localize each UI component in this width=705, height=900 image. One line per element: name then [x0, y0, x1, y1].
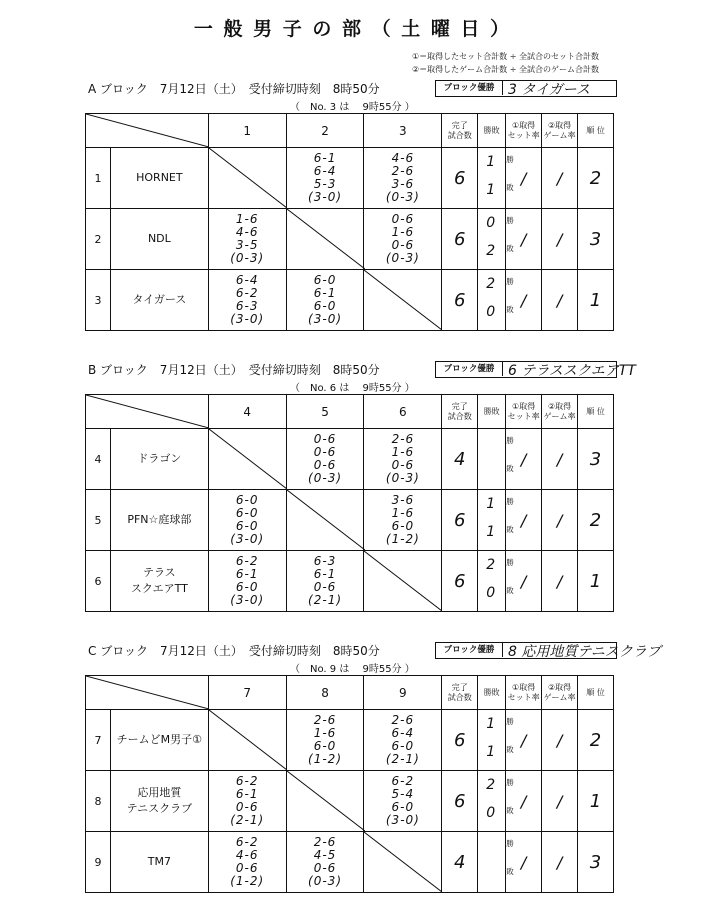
rank: 3 [578, 832, 614, 893]
column-number: 1 [208, 114, 286, 148]
header-played-line2: 試合数 [447, 130, 472, 140]
column-number: 6 [364, 395, 442, 429]
game-rate: / [542, 490, 578, 551]
team-name: TM7 [110, 832, 208, 893]
set-rate: / [506, 209, 542, 270]
header-game-rate [542, 114, 578, 148]
block-winner-value: 8 応用地質テニスクラブ [508, 644, 661, 660]
wins-label: 勝 [506, 216, 514, 225]
win-loss-cell [478, 551, 514, 612]
corner-cell [86, 395, 209, 429]
self-match-cell [208, 148, 286, 209]
wins-label: 勝 [506, 558, 514, 567]
team-name: HORNET [110, 148, 208, 209]
score-text: 6-2 4-6 0-6 (1-2) [230, 835, 265, 888]
header-played [442, 676, 478, 710]
wins-count: 1 [486, 496, 496, 512]
wins-label: 勝 [506, 436, 514, 445]
matches-played: 6 [442, 148, 478, 209]
team-row [86, 551, 614, 612]
score-text: 6-3 6-1 0-6 (2-1) [308, 554, 343, 607]
team-number: 7 [86, 710, 111, 771]
header-played-line2: 試合数 [447, 411, 472, 421]
losses-label: 敗 [506, 867, 514, 876]
column-number: 9 [364, 676, 442, 710]
block-subheading: （ No. 3 は 9時55分 ） [290, 102, 415, 113]
team-row [86, 270, 614, 331]
header-set-rate-line1: ①取得 [512, 682, 536, 692]
wins-label: 勝 [506, 839, 514, 848]
header-game-rate-line1: ②取得 [547, 682, 572, 692]
corner-cell [86, 114, 209, 148]
set-rate: / [506, 771, 542, 832]
block-winner-box [435, 80, 617, 97]
score-cell [208, 209, 286, 270]
team-number: 5 [86, 490, 111, 551]
game-rate: / [542, 771, 578, 832]
set-rate: / [506, 490, 542, 551]
corner-diagonal [86, 395, 209, 428]
game-rate: / [542, 832, 578, 893]
corner-cell [86, 676, 209, 710]
self-match-cell [364, 551, 442, 612]
corner-diagonal [86, 676, 209, 709]
self-match-cell [208, 429, 286, 490]
header-winloss: 勝敗 [478, 395, 506, 429]
score-cell [286, 832, 364, 893]
header-played [442, 395, 478, 429]
self-match-diagonal [209, 148, 287, 208]
win-loss-cell [478, 429, 514, 490]
game-rate: / [542, 209, 578, 270]
table-header-row [86, 395, 614, 429]
score-text: 6-4 6-2 6-3 (3-0) [230, 273, 265, 326]
block-winner-box [435, 642, 661, 660]
header-played-line1: 完了 [451, 401, 468, 411]
score-cell [364, 209, 442, 270]
losses-count: 1 [486, 182, 496, 198]
header-rank: 順 位 [578, 395, 614, 429]
score-text: 0-6 0-6 0-6 (0-3) [308, 432, 343, 485]
block-winner-label: ブロック優勝 [436, 81, 503, 95]
header-set-rate [506, 395, 542, 429]
team-number: 3 [86, 270, 111, 331]
self-match-cell [364, 832, 442, 893]
header-game-rate-line1: ②取得 [547, 401, 572, 411]
matches-played: 6 [442, 771, 478, 832]
wins-count: 2 [486, 276, 496, 292]
losses-count: 0 [486, 585, 496, 601]
rank: 1 [578, 771, 614, 832]
league-table [85, 394, 614, 612]
block-subheading: （ No. 9 は 9時55分 ） [290, 664, 415, 675]
score-text: 3-6 1-6 6-0 (1-2) [385, 493, 420, 546]
block-heading: B ブロック 7月12日（土） 受付締切時刻 8時50分 [88, 363, 380, 377]
team-name: ドラゴン [110, 429, 208, 490]
losses-label: 敗 [506, 586, 514, 595]
team-number: 4 [86, 429, 111, 490]
score-text: 6-1 6-4 5-3 (3-0) [308, 151, 343, 204]
wins-label: 勝 [506, 778, 514, 787]
team-name: テラス スクエアTT [110, 551, 208, 612]
rank: 2 [577, 148, 613, 209]
matches-played: 6 [442, 710, 478, 771]
column-number: 5 [286, 395, 364, 429]
score-text: 1-6 4-6 3-5 (0-3) [230, 212, 265, 265]
block-subheading: （ No. 6 は 9時55分 ） [290, 383, 415, 394]
score-cell [364, 710, 442, 771]
team-number: 9 [86, 832, 111, 893]
header-winloss: 勝敗 [478, 676, 506, 710]
matches-played: 4 [442, 429, 478, 490]
header-set-rate-line1: ①取得 [512, 120, 536, 130]
losses-label: 敗 [506, 244, 514, 253]
score-cell [364, 148, 442, 209]
self-match-cell [286, 490, 364, 551]
score-cell [286, 551, 364, 612]
table-header-row [86, 676, 614, 710]
rank: 3 [577, 209, 613, 270]
losses-count: 0 [486, 805, 496, 821]
win-loss-cell [478, 490, 514, 551]
set-rate: / [506, 832, 542, 893]
score-cell [364, 771, 442, 832]
matches-played: 4 [442, 832, 478, 893]
table-header-row [86, 114, 614, 148]
wins-label: 勝 [506, 277, 514, 286]
header-rank: 順 位 [577, 114, 613, 148]
game-rate: / [542, 429, 578, 490]
win-loss-cell [478, 832, 514, 893]
score-text: 2-6 4-5 0-6 (0-3) [308, 835, 342, 888]
block-heading: A ブロック 7月12日（土） 受付締切時刻 8時50分 [88, 82, 380, 96]
score-text: 2-6 1-6 0-6 (0-3) [385, 432, 420, 485]
block-winner-box [435, 361, 636, 379]
team-number: 1 [86, 148, 111, 209]
win-loss-cell [478, 148, 514, 209]
rank: 3 [578, 429, 614, 490]
team-row [86, 490, 614, 551]
team-number: 8 [86, 771, 111, 832]
column-number: 8 [286, 676, 364, 710]
losses-label: 敗 [506, 464, 514, 473]
wins-count: 1 [486, 716, 496, 732]
score-text: 6-2 6-1 0-6 (2-1) [230, 774, 265, 827]
rank: 1 [577, 270, 613, 331]
header-game-rate [542, 676, 578, 710]
header-played-line1: 完了 [451, 120, 468, 130]
set-rate: / [506, 270, 542, 331]
rank: 2 [578, 710, 614, 771]
header-set-rate-line2: セット率 [507, 130, 540, 140]
score-text: 0-6 1-6 0-6 (0-3) [385, 212, 420, 265]
league-table [85, 113, 614, 331]
game-rate: / [542, 710, 578, 771]
wins-label: 勝 [506, 717, 514, 726]
score-text: 2-6 6-4 6-0 (2-1) [385, 713, 420, 766]
set-rate: / [506, 551, 542, 612]
column-number: 3 [364, 114, 442, 148]
self-match-diagonal [364, 551, 442, 611]
losses-label: 敗 [506, 305, 514, 314]
score-text: 6-2 5-4 6-0 (3-0) [385, 774, 420, 827]
self-match-diagonal [209, 429, 287, 489]
rank: 2 [578, 490, 614, 551]
header-played-line2: 試合数 [447, 692, 472, 702]
score-text: 6-0 6-0 6-0 (3-0) [230, 493, 265, 546]
win-loss-cell [478, 270, 514, 331]
losses-label: 敗 [506, 183, 514, 192]
team-row [86, 148, 614, 209]
score-cell [208, 832, 286, 893]
team-name: 応用地質 テニスクラブ [110, 771, 208, 832]
self-match-cell [286, 209, 364, 270]
matches-played: 6 [442, 490, 478, 551]
wins-label: 勝 [506, 155, 514, 164]
losses-label: 敗 [506, 745, 514, 754]
set-rate: / [506, 148, 542, 209]
losses-count: 1 [486, 744, 496, 760]
team-name: PFN☆庭球部 [110, 490, 208, 551]
self-match-cell [286, 771, 364, 832]
block-winner-value: 3 タイガース [508, 82, 590, 98]
header-game-rate-line2: ゲーム率 [543, 130, 576, 140]
header-game-rate-line2: ゲーム率 [543, 411, 576, 421]
game-rate: / [542, 551, 578, 612]
note-1: ①＝取得したセット合計数 ÷ 全試合のセット合計数 [412, 52, 599, 61]
losses-label: 敗 [506, 806, 514, 815]
header-set-rate [506, 676, 542, 710]
header-set-rate-line2: セット率 [507, 692, 540, 702]
score-text: 6-0 6-1 6-0 (3-0) [308, 273, 343, 326]
header-played [442, 114, 478, 148]
score-cell [286, 429, 364, 490]
block-heading: C ブロック 7月12日（土） 受付締切時刻 8時50分 [88, 644, 380, 658]
corner-diagonal [86, 114, 209, 147]
header-played-line1: 完了 [451, 682, 468, 692]
note-2: ②＝取得したゲーム合計数 ÷ 全試合のゲーム合計数 [412, 65, 599, 74]
set-rate: / [506, 429, 542, 490]
team-row [86, 771, 614, 832]
wins-count: 2 [486, 557, 496, 573]
score-text: 2-6 1-6 6-0 (1-2) [308, 713, 342, 766]
game-rate: / [542, 270, 578, 331]
score-text: 6-2 6-1 6-0 (3-0) [230, 554, 265, 607]
score-cell [364, 490, 442, 551]
win-loss-cell [478, 771, 514, 832]
team-name: NDL [110, 209, 208, 270]
score-cell [208, 771, 286, 832]
win-loss-cell [478, 710, 514, 771]
score-cell [208, 551, 286, 612]
score-cell [286, 148, 364, 209]
self-match-diagonal [364, 270, 442, 330]
block-winner-label: ブロック優勝 [436, 362, 503, 376]
self-match-cell [364, 270, 442, 331]
losses-count: 1 [486, 524, 496, 540]
score-cell [364, 429, 442, 490]
matches-played: 6 [442, 209, 478, 270]
set-rate: / [506, 710, 542, 771]
header-set-rate-line1: ①取得 [512, 401, 536, 411]
score-cell [208, 490, 286, 551]
column-number: 4 [208, 395, 286, 429]
team-row [86, 832, 614, 893]
losses-count: 2 [486, 243, 496, 259]
team-number: 6 [86, 551, 111, 612]
header-game-rate [542, 395, 578, 429]
header-set-rate-line2: セット率 [507, 411, 540, 421]
column-number: 2 [286, 114, 364, 148]
team-name: タイガース [110, 270, 208, 331]
block-winner-value: 6 テラススクエアTT [508, 363, 636, 379]
self-match-diagonal [287, 490, 365, 550]
header-rank: 順 位 [578, 676, 614, 710]
score-text: 4-6 2-6 3-6 (0-3) [385, 151, 420, 204]
wins-count: 0 [486, 215, 496, 231]
losses-label: 敗 [506, 525, 514, 534]
self-match-diagonal [287, 771, 365, 831]
self-match-diagonal [287, 209, 365, 269]
wins-label: 勝 [506, 497, 514, 506]
header-game-rate-line2: ゲーム率 [543, 692, 576, 702]
score-cell [286, 270, 364, 331]
team-name: チームどM男子① [110, 710, 208, 771]
self-match-diagonal [364, 832, 442, 892]
wins-count: 2 [486, 777, 496, 793]
score-cell [208, 270, 286, 331]
team-row [86, 429, 614, 490]
rank: 1 [578, 551, 614, 612]
notes [412, 50, 599, 76]
block-winner-label: ブロック優勝 [436, 643, 503, 657]
page-title: 一 般 男 子 の 部 （ 土 曜 日 ） [193, 18, 512, 40]
header-game-rate-line1: ②取得 [547, 120, 572, 130]
win-loss-cell [478, 209, 514, 270]
team-number: 2 [86, 209, 111, 270]
self-match-cell [208, 710, 286, 771]
losses-count: 0 [486, 304, 496, 320]
wins-count: 1 [486, 154, 496, 170]
team-row [86, 710, 614, 771]
score-cell [286, 710, 364, 771]
header-set-rate [506, 114, 542, 148]
self-match-diagonal [209, 710, 287, 770]
game-rate: / [542, 148, 578, 209]
matches-played: 6 [442, 551, 478, 612]
header-winloss: 勝敗 [478, 114, 506, 148]
league-table [85, 675, 614, 893]
team-row [86, 209, 614, 270]
matches-played: 6 [442, 270, 478, 331]
column-number: 7 [208, 676, 286, 710]
